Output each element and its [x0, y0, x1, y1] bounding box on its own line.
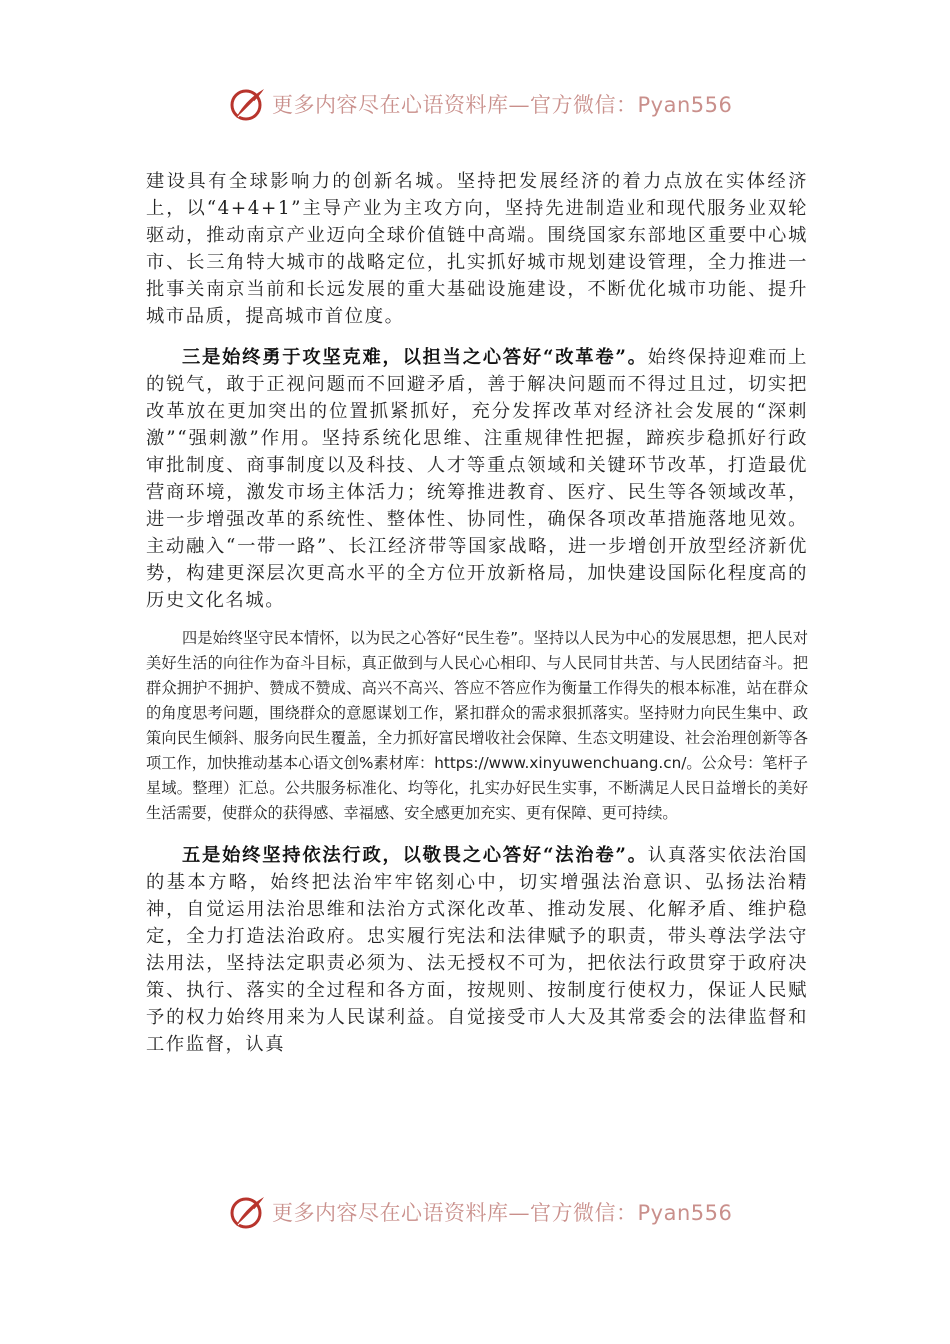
paragraph-reform: [146, 344, 808, 614]
paragraph-rule-of-law: [146, 842, 808, 1058]
paragraph-urban-development: 建设具有全球影响力的创新名城。坚持把发展经济的着力点放在实体经济上，以“4+4+1”主导产业为主攻方向，坚持先进制造业和现代服务业双轮驱动，推动南京产业迈向全球价值链中高端。围绕国家东部地区重要中心城市、长三角特大城市的战略定位，扎实抓好城市规划建设管理，全力推进一批事关南京当前和长远发展的重大基础设施建设，不断优化城市功能、提升城市品质，提高城市首位度。: [146, 171, 808, 327]
paragraph-livelihood: 四是始终坚守民本情怀，以为民之心答好“民生卷”。坚持以人民为中心的发展思想，把人民对美好生活的向往作为奋斗目标，真正做到与人民心心相印、与人民同甘共苦、与人民团结奋斗。把群众拥护不拥护、赞成不赞成、高兴不高兴、答应不答应作为衡量工作得失的根本标准，站在群众的角度思考问题，围绕群众的意愿谋划工作，紧扣群众的需求狠抓落实。坚持财力向民生集中、政策向民生倾斜、服务向民生覆盖，全力抓好富民增收社会保障、生态文明建设、社会治理创新等各项工作，加快推动基本心语文创%素材库：https://www.xinyuwenchuang.cn/。公众号：笔杆子星域。整理）汇总。公共服务标准化、均等化，扎实办好民生实事，不断满足人民日益增长的美好生活需要，使群众的获得感、幸福感、安全感更加充实、更有保障、更可持续。: [146, 629, 808, 822]
quill-logo-icon: [228, 1192, 268, 1232]
footer-banner: [228, 1192, 748, 1232]
quill-logo-icon: [228, 84, 268, 124]
reform-body: 始终保持迎难而上的锐气，敢于正视问题而不回避矛盾，善于解决问题而不得过且过，切实把改革放在更加突出的位置抓紧抓好，充分发挥改革对经济社会发展的“深刺激”“强刺激”作用。坚持系统化思维、注重规律性把握，蹄疾步稳抓好行政审批制度、商事制度以及科技、人才等重点领域和关键环节改革，打造最优营商环境，激发市场主体活力；统筹推进教育、医疗、民生等各领域改革，进一步增强改革的系统性、整体性、协同性，确保各项改革措施落地见效。主动融入“一带一路”、长江经济带等国家战略，进一步增创开放型经济新优势，构建更深层次更高水平的全方位开放新格局，加快建设国际化程度高的历史文化名城。: [146, 347, 808, 611]
header-banner: [228, 84, 748, 124]
document-body: [146, 168, 808, 1058]
rule-of-law-body: 认真落实依法治国的基本方略，始终把法治牢牢铭刻心中，切实增强法治意识、弘扬法治精神，自觉运用法治思维和法治方式深化改革、推动发展、化解矛盾、维护稳定，全力打造法治政府。忠实履行宪法和法律赋予的职责，带头尊法学法守法用法，坚持法定职责必须为、法无授权不可为，把依法行政贯穿于政府决策、执行、落实的全过程和各方面，按规则、按制度行使权力，保证人民赋予的权力始终用来为人民谋利益。自觉接受市人大及其常委会的法律监督和工作监督，认真: [146, 845, 808, 1055]
banner-text: 更多内容尽在心语资料库—官方微信：Pyan556: [272, 93, 733, 117]
reform-heading: 三是始终勇于攻坚克难，以担当之心答好“改革卷”。: [182, 347, 648, 368]
rule-of-law-heading: 五是始终坚持依法行政，以敬畏之心答好“法治卷”。: [182, 845, 648, 866]
banner-text: 更多内容尽在心语资料库—官方微信：Pyan556: [272, 1201, 733, 1225]
